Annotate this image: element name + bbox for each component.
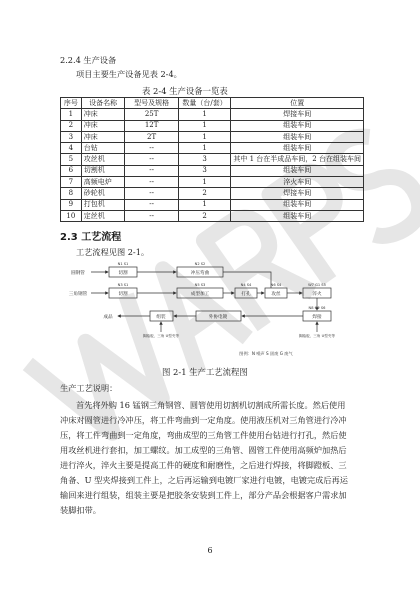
table-cell: 冲床: [81, 131, 125, 142]
table-title: 表 2-4 生产设备一览表: [142, 86, 228, 96]
table-cell: 冲床: [81, 109, 125, 120]
table-row: [61, 188, 364, 199]
table-cell: 高频电炉: [81, 177, 125, 188]
sub-input-label: 脚踏板、三角 U型夹等: [142, 334, 180, 338]
table-cell: 3: [178, 154, 231, 165]
flow-output: 成品: [103, 315, 113, 320]
table-cell: 定丝机: [81, 210, 125, 221]
table-header-row: [61, 98, 364, 109]
emission-label: N5 S3: [194, 283, 206, 287]
table-cell: 其中 1 台在半成品车间，2 台在组装车间: [231, 154, 364, 165]
flow-step: 切割: [118, 271, 128, 276]
table-cell: 组装车间: [231, 120, 364, 131]
table-cell: 3: [178, 165, 231, 176]
table-cell: --: [125, 165, 178, 176]
table-cell: 25T: [125, 109, 178, 120]
flow-label: 圆钢管: [71, 271, 85, 276]
table-cell: 组装车间: [231, 199, 364, 210]
table-row: [61, 165, 364, 176]
table-cell: 1: [178, 131, 231, 142]
table-row: [61, 199, 364, 210]
flow-step: 冲压弯曲: [190, 271, 210, 276]
figure-legend: 图例：N 噪声 S 固废 G 废气: [239, 351, 293, 356]
figure-caption: 图 2-1 生产工艺流程图: [162, 367, 248, 377]
flow-step: 打孔: [241, 292, 251, 297]
table-cell: 1: [178, 120, 231, 131]
table-cell: 组装车间: [231, 210, 364, 221]
emission-label: N8 G2 S6: [308, 306, 326, 310]
section-heading-224: 2.2.4 生产设备: [60, 55, 117, 65]
flow-label: 三角钢管: [68, 292, 88, 297]
table-cell: 1: [61, 109, 82, 120]
flow-step: 成型加工: [190, 292, 210, 297]
table-row: [61, 177, 364, 188]
table-cell: 5: [61, 154, 82, 165]
paragraph-line: 冲床对圆管进行冷冲压，将工件弯曲到一定角度。使用液压机对三角管进行冷冲: [60, 415, 347, 425]
table-row: [61, 143, 364, 154]
table-cell: 组装车间: [231, 131, 364, 142]
section-heading-23: 2.3 工艺流程: [60, 232, 122, 243]
paragraph-line: 角备、U 型夹焊接到工件上，之后再运输到电镀厂家进行电镀，电镀完成后再运: [60, 475, 348, 485]
table-cell: 2: [178, 188, 231, 199]
flow-step: 外协电镀: [208, 315, 228, 320]
table-cell: 10: [61, 210, 82, 221]
column-header: 设备名称: [81, 98, 125, 109]
table-cell: --: [125, 143, 178, 154]
page-number: 6: [207, 546, 213, 555]
table-cell: 台钻: [81, 143, 125, 154]
table-cell: 淬火车间: [231, 177, 364, 188]
paragraph-line: 压，将工件弯曲到一定角度，弯曲成型的三角管工件使用台钻进行打孔，然后使: [60, 430, 347, 440]
table-cell: 组装车间: [231, 165, 364, 176]
table-cell: 1: [178, 109, 231, 120]
paragraph-line: 首先将外购 16 锰钢三角钢管、圆管使用切割机切割成所需长度。然后使用: [76, 400, 346, 410]
table-cell: 焊接车间: [231, 109, 364, 120]
paragraph-line: 装脚扣带。: [60, 505, 101, 515]
table-row: [61, 154, 364, 165]
emission-label: N2 S2: [194, 262, 206, 266]
flow-step: 组装: [156, 315, 166, 320]
emission-label: N3 S1: [117, 283, 129, 287]
table-cell: 7: [61, 177, 82, 188]
table-cell: 3: [61, 131, 82, 142]
table-cell: 2: [178, 210, 231, 221]
emission-label: N1 S1: [117, 262, 129, 266]
column-header: 数量（台/套）: [178, 98, 231, 109]
table-cell: 切割机: [81, 165, 125, 176]
table-cell: 焊接车间: [231, 188, 364, 199]
table-cell: 组装车间: [231, 143, 364, 154]
flow-step: 攻丝: [271, 292, 281, 297]
table-cell: 1: [178, 177, 231, 188]
column-header: 序号: [61, 98, 82, 109]
table-cell: 2: [61, 120, 82, 131]
table-cell: 6: [61, 165, 82, 176]
paragraph-line: 进行淬火，淬火主要是提高工件的硬度和耐磨性，之后进行焊接，将脚蹬板、三: [60, 460, 347, 470]
table-cell: 打包机: [81, 199, 125, 210]
paragraph-line: 输回来进行组装，组装主要是把胶条安装到工件上，部分产品会根据客户需求加: [60, 490, 347, 500]
section-intro-23: 工艺流程见图 2-1。: [76, 247, 150, 257]
table-row: [61, 109, 364, 120]
equipment-table: [60, 97, 364, 222]
emission-label: W7 G1 S5: [308, 283, 326, 287]
table-cell: 1: [178, 143, 231, 154]
emission-label: N6 S4: [270, 283, 282, 287]
table-cell: 4: [61, 143, 82, 154]
table-cell: --: [125, 154, 178, 165]
table-cell: 冲床: [81, 120, 125, 131]
flow-step: 淬火: [312, 292, 322, 297]
table-cell: --: [125, 210, 178, 221]
table-cell: 砂轮机: [81, 188, 125, 199]
table-row: [61, 210, 364, 221]
flow-step: 切割: [118, 292, 128, 297]
flow-step: 焊接: [312, 315, 322, 320]
section-intro-224: 项目主要生产设备见表 2-4。: [76, 69, 182, 79]
table-cell: 12T: [125, 120, 178, 131]
table-row: [61, 131, 364, 142]
table-cell: 2T: [125, 131, 178, 142]
process-flow-diagram: [66, 260, 356, 360]
sub-input-label: 脚踏板、三角 U型夹等: [298, 334, 336, 338]
table-cell: 攻丝机: [81, 154, 125, 165]
table-cell: 9: [61, 199, 82, 210]
table-cell: 1: [178, 199, 231, 210]
paragraph-line: 用攻丝机进行套扣，加工螺纹。加工成型的三角管、圆管工件使用高频炉加热后: [60, 445, 347, 455]
table-cell: --: [125, 177, 178, 188]
table-cell: --: [125, 188, 178, 199]
column-header: 型号及规格: [125, 98, 178, 109]
table-cell: 8: [61, 188, 82, 199]
table-row: [61, 120, 364, 131]
table-cell: --: [125, 199, 178, 210]
process-heading: 生产工艺说明：: [60, 383, 118, 393]
column-header: 位置: [231, 98, 364, 109]
emission-label: N4 S4: [240, 283, 252, 287]
